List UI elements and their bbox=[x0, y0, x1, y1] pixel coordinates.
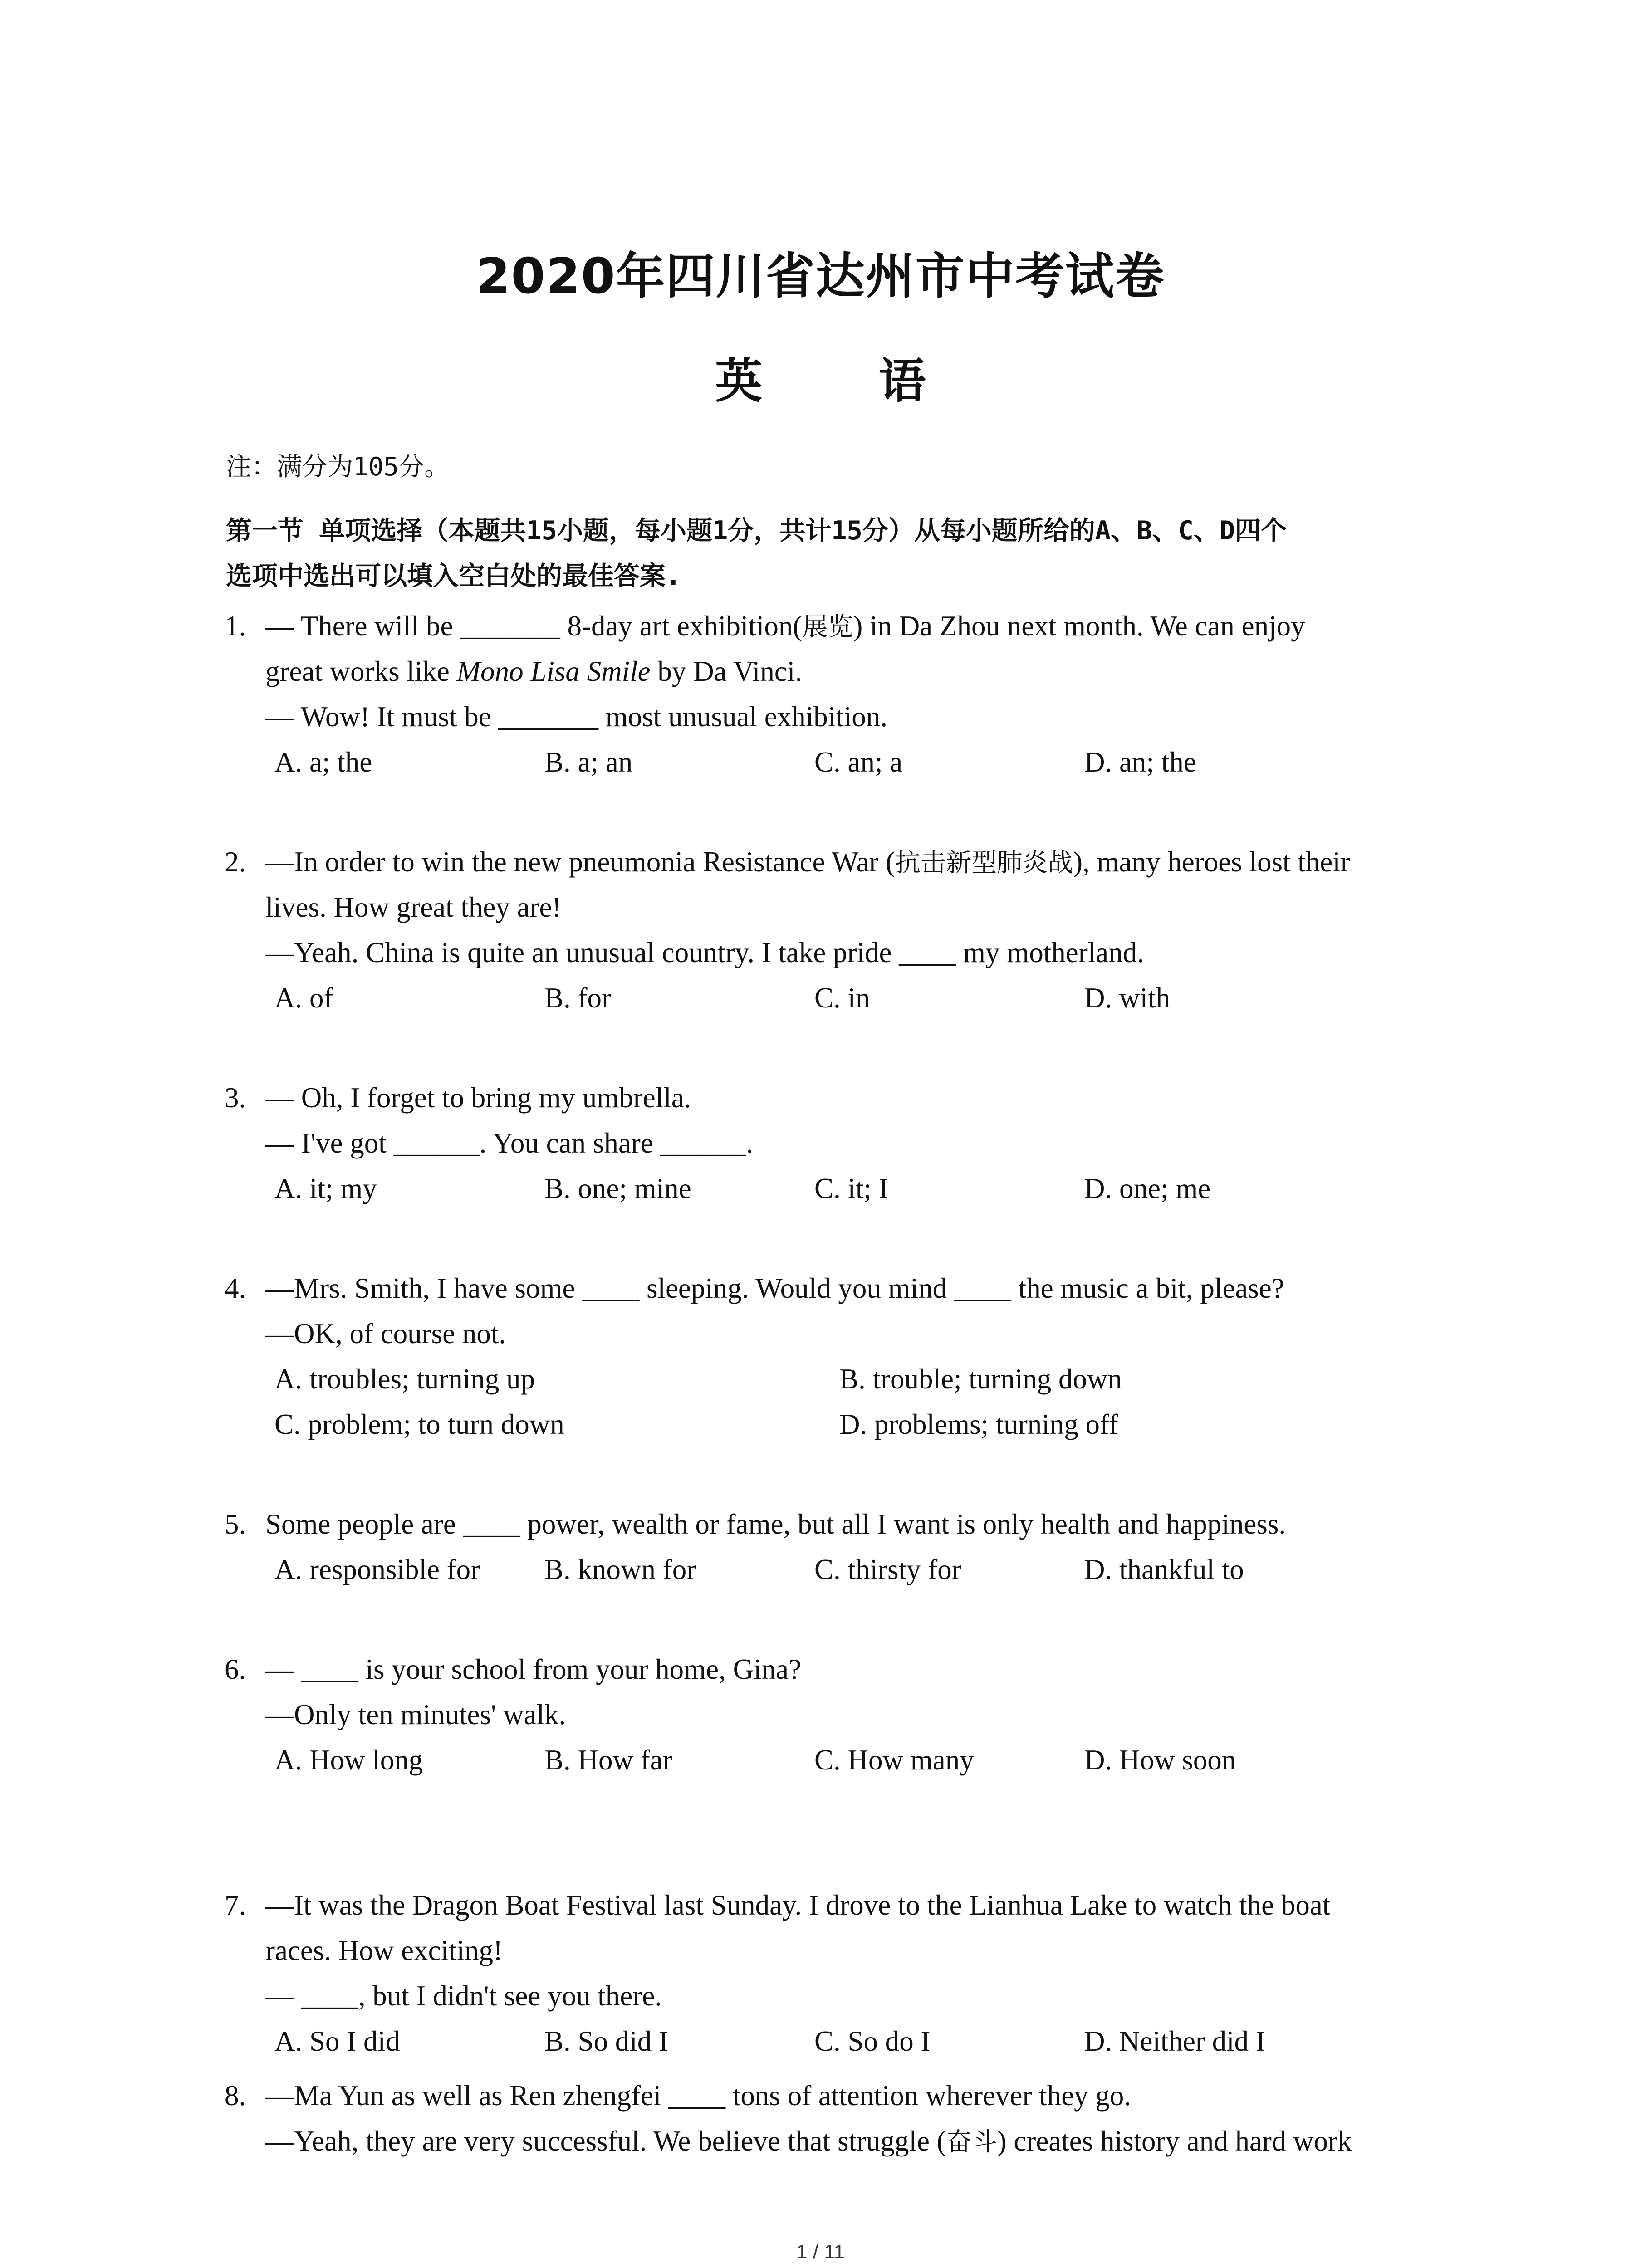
question-number: 2. bbox=[225, 846, 246, 878]
question-line bbox=[265, 1647, 801, 1692]
line-text: —Mrs. Smith, I have some ____ sleeping. Would you mind ____ the music a bit, please? bbox=[265, 1272, 1284, 1304]
question-line bbox=[265, 1501, 1286, 1547]
question-number: 4. bbox=[225, 1272, 246, 1304]
answer-option[interactable]: C. an; a bbox=[814, 746, 903, 778]
line-text: ) creates history and hard work bbox=[997, 2125, 1352, 2157]
answer-option[interactable]: D. an; the bbox=[1084, 746, 1196, 778]
answer-option[interactable]: C. problem; to turn down bbox=[274, 1408, 564, 1440]
question-number: 8. bbox=[225, 2080, 246, 2112]
line-text: by Da Vinci. bbox=[650, 655, 803, 687]
answer-option[interactable]: C. So do I bbox=[814, 2025, 931, 2057]
line-text: —It was the Dragon Boat Festival last Sunday. I drove to the Lianhua Lake to watch the boat bbox=[265, 1889, 1331, 1921]
answer-option[interactable]: B. known for bbox=[544, 1554, 696, 1585]
line-text: — Wow! It must be _______ most unusual exhibition. bbox=[265, 701, 887, 733]
question-line bbox=[265, 885, 562, 930]
answer-option[interactable]: D. problems; turning off bbox=[839, 1408, 1118, 1440]
artwork-title: Mono Lisa Smile bbox=[456, 655, 651, 687]
question-line bbox=[265, 603, 1305, 650]
line-text: ) in Da Zhou next month. We can enjoy bbox=[853, 610, 1305, 642]
answer-option[interactable]: C. thirsty for bbox=[814, 1554, 961, 1585]
line-text: — I've got ______. You can share ______. bbox=[265, 1127, 754, 1159]
chinese-gloss: 奋斗 bbox=[946, 2127, 997, 2157]
answer-option[interactable]: D. thankful to bbox=[1084, 1554, 1244, 1585]
answer-option[interactable]: C. How many bbox=[814, 1744, 974, 1776]
answer-option[interactable]: C. in bbox=[814, 982, 870, 1014]
answer-option[interactable]: B. a; an bbox=[544, 746, 633, 778]
line-text: Some people are ____ power, wealth or fame, but all I want is only health and happiness. bbox=[265, 1508, 1286, 1540]
line-text: lives. How great they are! bbox=[265, 891, 562, 923]
answer-option[interactable]: D. How soon bbox=[1084, 1744, 1236, 1776]
line-text: —Yeah. China is quite an unusual country. I take pride ____ my motherland. bbox=[265, 937, 1144, 968]
section-instructions-line-2: 选项中选出可以填入空白处的最佳答案. bbox=[226, 561, 681, 591]
question-line bbox=[265, 1882, 1330, 1928]
exam-title: 2020年四川省达州市中考试卷 bbox=[476, 248, 1165, 305]
line-text: —Ma Yun as well as Ren zhengfei ____ tons of attention wherever they go. bbox=[265, 2080, 1132, 2112]
question-line bbox=[265, 694, 887, 739]
question-line bbox=[265, 1266, 1284, 1311]
answer-option[interactable]: B. for bbox=[544, 982, 611, 1014]
answer-option[interactable]: A. it; my bbox=[274, 1173, 377, 1204]
question-number: 7. bbox=[225, 1889, 246, 1921]
answer-option[interactable]: B. one; mine bbox=[544, 1173, 691, 1204]
question-number: 3. bbox=[225, 1082, 246, 1114]
question-number: 5. bbox=[225, 1508, 246, 1540]
answer-option[interactable]: A. troubles; turning up bbox=[274, 1363, 535, 1395]
answer-option[interactable]: B. trouble; turning down bbox=[839, 1363, 1122, 1395]
question-line bbox=[265, 1075, 691, 1120]
question-line bbox=[265, 649, 802, 694]
page-number: 1 / 11 bbox=[796, 2241, 845, 2263]
answer-option[interactable]: A. of bbox=[274, 982, 333, 1014]
question-line bbox=[265, 1311, 506, 1356]
line-text: — Oh, I forget to bring my umbrella. bbox=[265, 1082, 691, 1114]
question-number: 1. bbox=[225, 610, 246, 642]
line-text: — There will be _______ 8-day art exhibition( bbox=[265, 610, 803, 642]
answer-option[interactable]: A. So I did bbox=[274, 2025, 400, 2057]
answer-option[interactable]: D. one; me bbox=[1084, 1173, 1211, 1204]
question-line bbox=[265, 1120, 753, 1166]
line-text: —Only ten minutes' walk. bbox=[265, 1699, 566, 1730]
section-instructions bbox=[226, 508, 1460, 599]
question-number: 6. bbox=[225, 1653, 246, 1685]
question-line bbox=[265, 1928, 503, 1973]
answer-option[interactable]: C. it; I bbox=[814, 1173, 888, 1204]
line-text: —In order to win the new pneumonia Resistance War ( bbox=[265, 846, 896, 878]
score-note: 注：满分为105分。 bbox=[226, 452, 450, 482]
line-text: ), many heroes lost their bbox=[1073, 846, 1350, 878]
question-line bbox=[265, 1973, 662, 2019]
chinese-gloss: 展览 bbox=[802, 612, 853, 642]
answer-option[interactable]: B. How far bbox=[544, 1744, 672, 1776]
line-text: —Yeah, they are very successful. We believe that struggle ( bbox=[265, 2125, 946, 2157]
chinese-gloss: 抗击新型肺炎战 bbox=[895, 848, 1073, 878]
answer-option[interactable]: A. How long bbox=[274, 1744, 423, 1776]
exam-subject: 英 语 bbox=[715, 353, 976, 409]
line-text: races. How exciting! bbox=[265, 1935, 503, 1966]
question-line bbox=[265, 2073, 1131, 2118]
line-text: — ____, but I didn't see you there. bbox=[265, 1980, 662, 2012]
question-line bbox=[265, 839, 1350, 886]
line-text: — ____ is your school from your home, Gina? bbox=[265, 1653, 802, 1685]
question-line bbox=[265, 2118, 1352, 2165]
section-instructions-line-1: 第一节 单项选择（本题共15小题，每小题1分，共计15分）从每小题所给的A、B、C、D四个 bbox=[226, 516, 1287, 546]
answer-option[interactable]: A. a; the bbox=[274, 746, 372, 778]
answer-option[interactable]: B. So did I bbox=[544, 2025, 669, 2057]
question-line bbox=[265, 930, 1144, 975]
line-text: great works like bbox=[265, 655, 457, 687]
answer-option[interactable]: D. with bbox=[1084, 982, 1170, 1014]
answer-option[interactable]: D. Neither did I bbox=[1084, 2025, 1265, 2057]
question-line bbox=[265, 1692, 566, 1737]
answer-option[interactable]: A. responsible for bbox=[274, 1554, 480, 1585]
line-text: —OK, of course not. bbox=[265, 1318, 506, 1349]
